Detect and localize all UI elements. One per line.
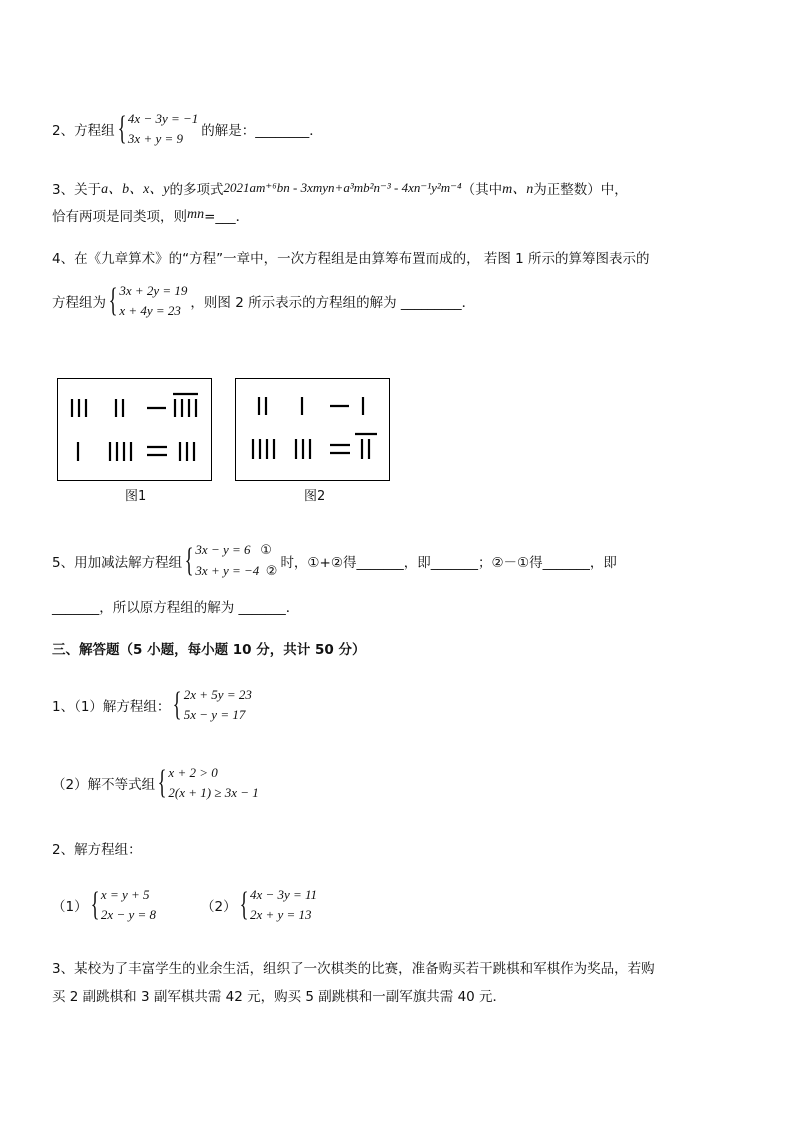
question-3-line-2 [52,205,249,225]
counting-rods-diagram-2 [236,379,389,480]
q4-line2-b: ，则图 2 所示表示的方程组的解为 _________． [190,295,476,311]
question-5-line-1 [52,540,617,582]
p1-part2-eq1: x + 2 > 0 [168,765,218,780]
p3-line2: 买 2 副跳棋和 3 副军棋共需 42 元，购买 5 副跳棋和一副军旗共需 40 元． [52,989,507,1005]
q4-line1: 4、在《九章算术》的“方程”一章中，一次方程组是由算筹布置而成的， 若图 1 所示的算筹图表示的 [52,251,650,267]
q5-mark1: ① [260,543,272,558]
figure-1-caption: 图1 [125,489,147,504]
p1-part2-label: （2）解不等式组 [52,777,156,793]
question-3-line-1 [52,178,628,198]
brace-icon: { [173,686,183,723]
figure-2-counting-rods [235,378,390,481]
q3-variables: a、b、x、y [101,182,170,197]
problem-2-subproblems [52,885,320,925]
q3-mn: mn [187,207,205,222]
q5-equation-system [185,540,277,582]
p2-sub1-eq1: x = y + 5 [100,887,150,902]
problem-3-line-2 [52,985,506,1005]
brace-icon: { [90,886,100,923]
q5-eq1: 3x − y = 6 [195,542,251,557]
q2-equation-system [118,109,199,149]
q3-text-c: （其中 [461,182,503,198]
p1-part1-label: 1、（1）解方程组： [52,699,171,715]
p2-label: 2、解方程组： [52,842,142,858]
q3-text-d: 为正整数）中， [533,182,628,198]
q4-eq2: x + 4y = 23 [119,303,181,318]
q5-mark2: ② [265,564,278,579]
p1-part1-eq2: 5x − y = 17 [183,707,246,722]
brace-icon: { [184,542,194,579]
problem-2-label [52,838,142,858]
q3-text-b: 的多项式 [169,182,224,198]
p2-sub1-eq2: 2x − y = 8 [100,907,157,922]
q3-line2-a: 恰有两项是同类项，则 [52,209,187,225]
counting-rods-diagram-1 [58,379,211,480]
brace-icon: { [108,282,118,319]
q3-text-a: 3、关于 [52,182,102,198]
p3-line1: 3、某校为了丰富学生的业余生活，组织了一次棋类的比赛，准备购买若干跳棋和军棋作为奖品，若购 [52,961,655,977]
figure-2-caption: 图2 [304,489,326,504]
q2-eq2: 3x + y = 9 [127,131,184,146]
p1-part2-eq2: 2(x + 1) ≥ 3x − 1 [168,785,259,800]
problem-1-part-1 [52,685,255,725]
question-5-line-2 [52,596,299,616]
brace-icon: { [239,886,249,923]
question-4-line-2 [52,281,475,321]
p2-sub2-eq1: 4x − 3y = 11 [249,887,318,902]
q2-eq1: 4x − 3y = −1 [127,111,199,126]
figure-1-counting-rods [57,378,212,481]
problem-3-line-1 [52,957,655,977]
q4-line2-a: 方程组为 [52,295,106,311]
q4-eq1: 3x + 2y = 19 [119,283,188,298]
p1-part1-eq1: 2x + 5y = 23 [183,687,252,702]
q2-suffix: 的解是：________． [201,123,323,139]
p1-part1-system [173,685,251,725]
p2-sub2-label: （2） [201,899,237,915]
q3-mn-vars: m、n [502,182,534,197]
q5-line2: _______，所以原方程组的解为 _______． [52,600,300,616]
section-3-heading-text: 三、解答题（5 小题，每小题 10 分，共计 50 分） [52,642,366,658]
q5-prefix: 5、用加减法解方程组 [52,555,183,571]
problem-1-part-2 [52,763,262,803]
brace-icon: { [117,110,127,147]
section-3-heading [52,638,365,658]
question-2 [52,109,323,149]
brace-icon: { [157,764,167,801]
p1-part2-system [158,763,259,803]
p2-sub1-label: （1） [52,899,88,915]
q2-prefix: 2、方程组 [52,123,115,139]
q4-equation-system [109,281,187,321]
q3-line2-b: =___． [204,209,250,225]
question-4-line-1 [52,247,650,267]
p2-sub2-system [240,885,317,925]
p2-sub2-eq2: 2x + y = 13 [249,907,312,922]
q5-eq2: 3x + y = −4 [195,563,260,578]
q3-polynomial: 2021am⁺⁶bn - 3xmyn+a³mb²n⁻³ - 4xn⁻¹y²m⁻⁴ [223,180,462,195]
q5-suffix: 时，①+②得_______，即_______；②－①得_______，即 [280,555,617,571]
p2-sub1-system [91,885,156,925]
